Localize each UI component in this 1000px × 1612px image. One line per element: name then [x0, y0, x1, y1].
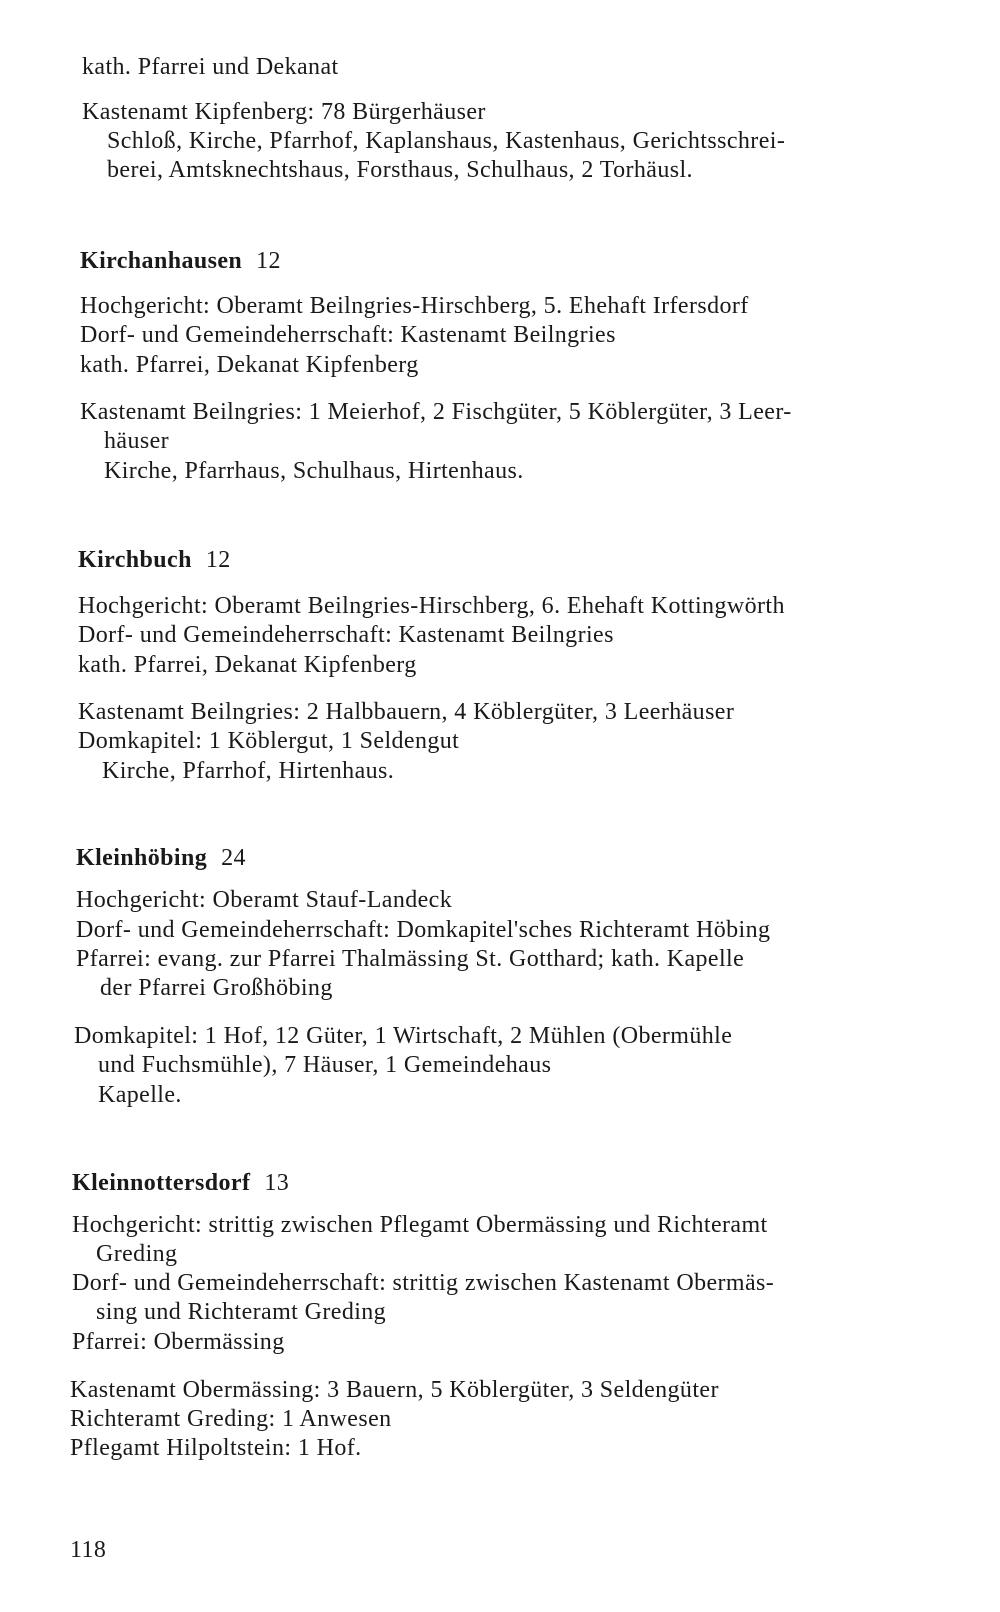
text-line: Kastenamt Obermässing: 3 Bauern, 5 Köblergüter, 3 Seldengüter [70, 1377, 719, 1403]
text-line: Pfarrei: Obermässing [72, 1329, 285, 1355]
entry-number: 13 [264, 1170, 290, 1196]
text-line: der Pfarrei Großhöbing [100, 975, 333, 1001]
entry-number: 12 [205, 547, 231, 573]
entry-name: Kirchanhausen [80, 248, 243, 274]
text-line: sing und Richteramt Greding [96, 1299, 387, 1325]
entry-heading [80, 246, 281, 276]
text-line: kath. Pfarrei und Dekanat [82, 54, 339, 80]
text-line: Kastenamt Kipfenberg: 78 Bürgerhäuser [82, 99, 486, 125]
text-line: Kastenamt Beilngries: 2 Halbbauern, 4 Köblergüter, 3 Leerhäuser [78, 699, 735, 725]
text-line: Kirche, Pfarrhof, Hirtenhaus. [102, 758, 395, 784]
text-line: kath. Pfarrei, Dekanat Kipfenberg [80, 352, 419, 378]
entry-number: 24 [221, 845, 246, 871]
text-line: Hochgericht: Oberamt Beilngries-Hirschberg, 5. Ehehaft Irfersdorf [80, 293, 749, 319]
text-line: Kirche, Pfarrhaus, Schulhaus, Hirtenhaus. [104, 458, 524, 484]
text-line: Dorf- und Gemeindeherrschaft: Kastenamt Beilngries [78, 622, 614, 648]
text-line: berei, Amtsknechtshaus, Forsthaus, Schulhaus, 2 Torhäusl. [107, 157, 693, 183]
text-line: Hochgericht: Oberamt Beilngries-Hirschberg, 6. Ehehaft Kottingwörth [78, 593, 785, 619]
page-number: 118 [70, 1537, 107, 1563]
entry-name: Kleinhöbing [76, 845, 208, 871]
text-line: Kastenamt Beilngries: 1 Meierhof, 2 Fischgüter, 5 Köblergüter, 3 Leer- [80, 399, 792, 425]
entry-name: Kleinnottersdorf [72, 1170, 251, 1196]
entry-name: Kirchbuch [78, 547, 192, 573]
text-line: Richteramt Greding: 1 Anwesen [70, 1406, 392, 1432]
entry-heading [72, 1168, 289, 1198]
entry-number: 12 [256, 248, 281, 274]
text-line: Kapelle. [98, 1082, 182, 1108]
text-line: Pfarrei: evang. zur Pfarrei Thalmässing St. Gotthard; kath. Kapelle [76, 946, 745, 972]
text-line: Hochgericht: Oberamt Stauf-Landeck [76, 887, 453, 913]
text-line: Dorf- und Gemeindeherrschaft: Domkapitel'sches Richteramt Höbing [76, 917, 771, 943]
text-line: kath. Pfarrei, Dekanat Kipfenberg [78, 652, 417, 678]
text-line: Pflegamt Hilpoltstein: 1 Hof. [70, 1435, 362, 1461]
text-line: Hochgericht: strittig zwischen Pflegamt Obermässing und Richteramt [72, 1212, 768, 1238]
text-line: häuser [104, 428, 170, 454]
text-line: Domkapitel: 1 Köblergut, 1 Seldengut [78, 728, 460, 754]
text-line: Schloß, Kirche, Pfarrhof, Kaplanshaus, Kastenhaus, Gerichtsschrei- [107, 128, 786, 154]
entry-heading [78, 545, 231, 575]
text-line: Domkapitel: 1 Hof, 12 Güter, 1 Wirtschaft, 2 Mühlen (Obermühle [74, 1023, 733, 1049]
text-line: Greding [96, 1241, 178, 1267]
text-line: Dorf- und Gemeindeherrschaft: Kastenamt Beilngries [80, 322, 616, 348]
text-line: Dorf- und Gemeindeherrschaft: strittig zwischen Kastenamt Obermäs- [72, 1270, 775, 1296]
text-line: und Fuchsmühle), 7 Häuser, 1 Gemeindehaus [98, 1052, 552, 1078]
entry-heading [76, 843, 246, 873]
